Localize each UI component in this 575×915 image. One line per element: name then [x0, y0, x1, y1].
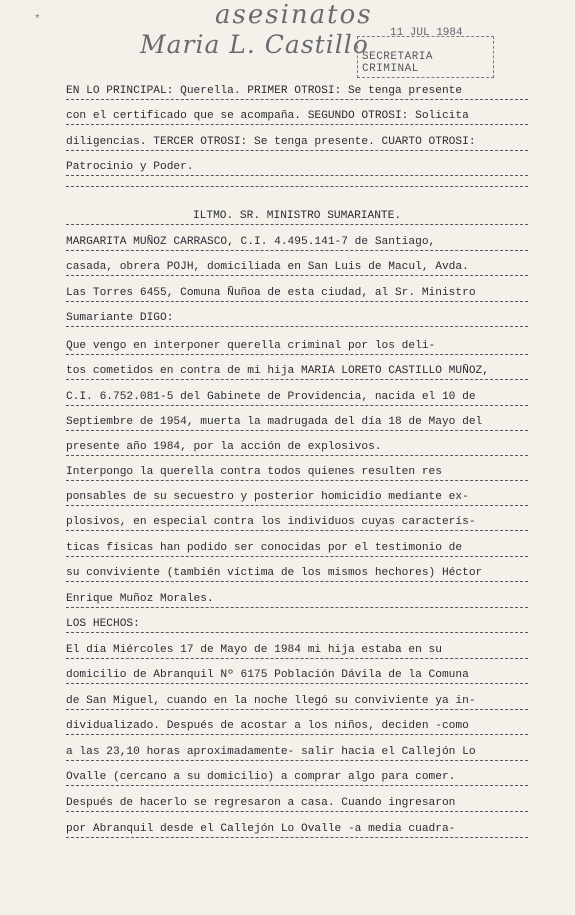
text-line: ponsables de su secuestro y posterior homicidio mediante ex-: [66, 490, 528, 506]
text-line: Después de hacerlo se regresaron a casa. Cuando ingresaron: [66, 796, 528, 812]
text-line: casada, obrera POJH, domiciliada en San Luis de Macul, Avda.: [66, 260, 528, 276]
text-line: C.I. 6.752.081-5 del Gabinete de Providencia, nacida el 10 de: [66, 390, 528, 406]
section-heading: LOS HECHOS:: [66, 617, 528, 633]
text-line: Las Torres 6455, Comuna Ñuñoa de esta ciudad, al Sr. Ministro: [66, 286, 528, 302]
addressee-heading: ILTMO. SR. MINISTRO SUMARIANTE.: [66, 209, 528, 225]
text-line: de San Miguel, cuando en la noche llegó su conviviente ya in-: [66, 694, 528, 710]
text-line: Interpongo la querella contra todos quienes resulten res: [66, 465, 528, 481]
text-line: tos cometidos en contra de mi hija MARIA LORETO CASTILLO MUÑOZ,: [66, 364, 528, 380]
text-line: dividualizado. Después de acostar a los niños, deciden -como: [66, 719, 528, 735]
text-line: Sumariante DIGO:: [66, 311, 528, 327]
text-line: domicilio de Abranquil Nº 6175 Población Dávila de la Comuna: [66, 668, 528, 684]
text-line: MARGARITA MUÑOZ CARRASCO, C.I. 4.495.141-7 de Santiago,: [66, 235, 528, 251]
text-line: [66, 185, 528, 187]
text-line: con el certificado que se acompaña. SEGUNDO OTROSI: Solicita: [66, 109, 528, 125]
text-line: EN LO PRINCIPAL: Querella. PRIMER OTROSI: Se tenga presente: [66, 84, 528, 100]
text-line: por Abranquil desde el Callejón Lo Ovalle -a media cuadra-: [66, 822, 528, 838]
text-line: El día Miércoles 17 de Mayo de 1984 mi hija estaba en su: [66, 643, 528, 659]
text-line: Septiembre de 1954, muerta la madrugada del día 18 de Mayo del: [66, 415, 528, 431]
handwritten-note-top: asesinatos: [215, 0, 373, 30]
reception-stamp: [357, 27, 494, 78]
text-line: ticas físicas han podido ser conocidas por el testimonio de: [66, 541, 528, 557]
text-line: diligencias. TERCER OTROSI: Se tenga presente. CUARTO OTROSI:: [66, 135, 528, 151]
text-line: Patrocinio y Poder.: [66, 160, 528, 176]
stamp-date: 11 JUL 1984: [390, 27, 463, 39]
corner-mark: *: [34, 14, 41, 26]
text-line: plosivos, en especial contra los individuos cuyas caracterís-: [66, 515, 528, 531]
text-line: presente año 1984, por la acción de explosivos.: [66, 440, 528, 456]
handwritten-name: Maria L. Castillo: [140, 30, 369, 59]
text-line: Enrique Muñoz Morales.: [66, 592, 528, 608]
stamp-office: SECRETARIA CRIMINAL: [362, 51, 434, 75]
text-line: su conviviente (también víctima de los mismos hechores) Héctor: [66, 566, 528, 582]
text-line: Que vengo en interponer querella criminal por los deli-: [66, 339, 528, 355]
text-line: a las 23,10 horas aproximadamente- salir hacia el Callejón Lo: [66, 745, 528, 761]
text-line: Ovalle (cercano a su domicilio) a comprar algo para comer.: [66, 770, 528, 786]
